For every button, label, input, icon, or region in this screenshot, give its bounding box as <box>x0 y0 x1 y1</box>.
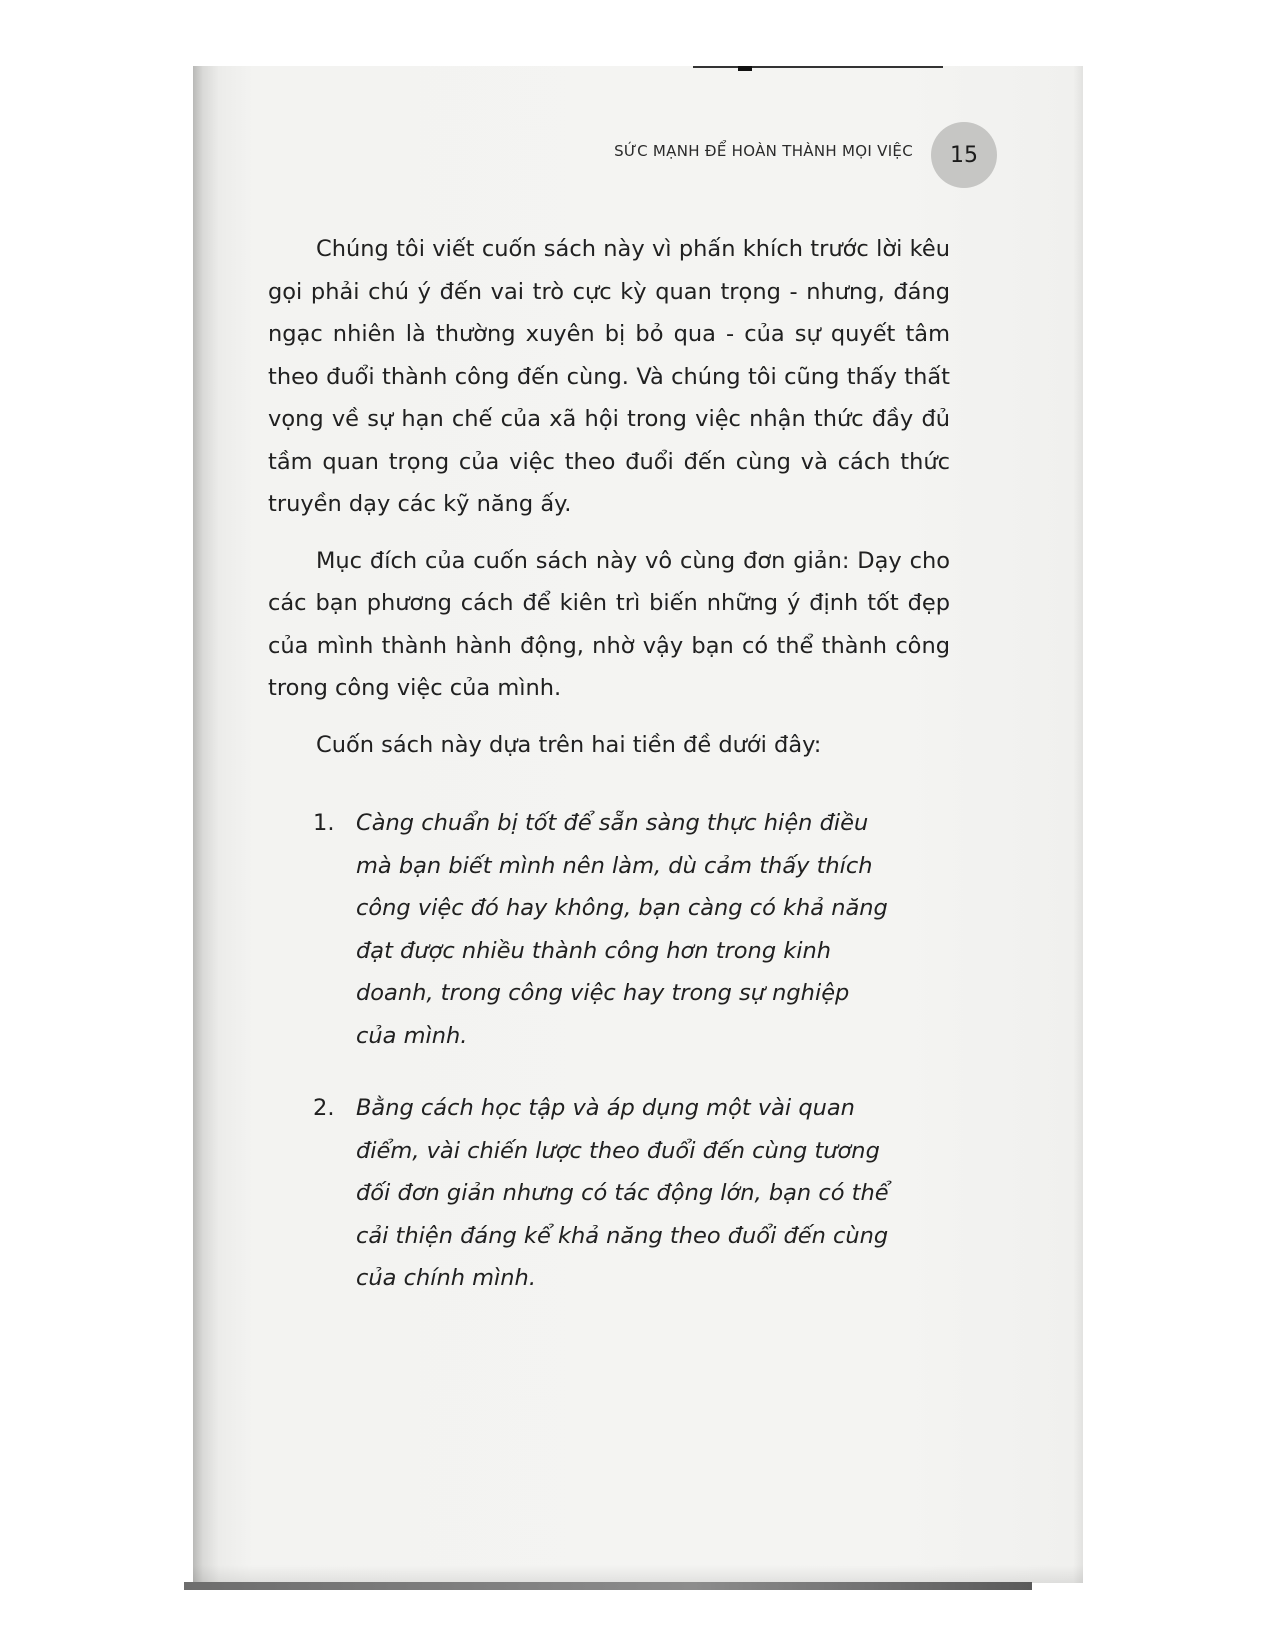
premise-list <box>268 802 950 1300</box>
list-item <box>268 1087 950 1300</box>
list-item-number: 1. <box>313 810 335 836</box>
page-number: 15 <box>950 142 978 168</box>
paragraph-3: Cuốn sách này dựa trên hai tiền đề dưới đây: <box>316 731 822 758</box>
body-text <box>268 228 950 1330</box>
running-header-title: SỨC MẠNH ĐỂ HOÀN THÀNH MỌI VIỆC <box>614 142 913 160</box>
paragraph-1: Chúng tôi viết cuốn sách này vì phấn khích trước lời kêu gọi phải chú ý đến vai trò cực kỳ quan trọng - nhưng, đáng ngạc nhiên là thường xuyên bị bỏ qua - của sự quyết tâm theo đuổi thành công đến cùng. Và chúng tôi cũng thấy thất vọng về sự hạn chế của xã hội trong việc nhận thức đầy đủ tầm quan trọng của việc theo đuổi đến cùng và cách thức truyền dạy các kỹ năng ấy. <box>268 236 950 517</box>
paragraph-2: Mục đích của cuốn sách này vô cùng đơn giản: Dạy cho các bạn phương cách để kiên trì biến những ý định tốt đẹp của mình thành hành động, nhờ vậy bạn có thể thành công trong công việc của mình. <box>268 547 950 701</box>
top-mark <box>738 66 752 71</box>
page-number-badge <box>931 122 997 188</box>
list-item <box>268 802 950 1057</box>
list-item-text: Bằng cách học tập và áp dụng một vài quan điểm, vài chiến lược theo đuổi đến cùng tương đối đơn giản nhưng có tác động lớn, bạn có thể cải thiện đáng kể khả năng theo đuổi đến cùng của chính mình. <box>356 1095 889 1291</box>
list-item-text: Càng chuẩn bị tốt để sẵn sàng thực hiện điều mà bạn biết mình nên làm, dù cảm thấy thích công việc đó hay không, bạn càng có khả năng đạt được nhiều thành công hơn trong kinh doanh, trong công việc hay trong sự nghiệp của mình. <box>356 810 888 1049</box>
top-rule <box>693 66 943 68</box>
book-page <box>193 66 1083 1583</box>
book-page-edge <box>184 1582 1032 1590</box>
page-shadow-right <box>1073 66 1083 1583</box>
page-shadow-bottom <box>193 1565 1083 1583</box>
list-item-number: 2. <box>313 1095 335 1121</box>
